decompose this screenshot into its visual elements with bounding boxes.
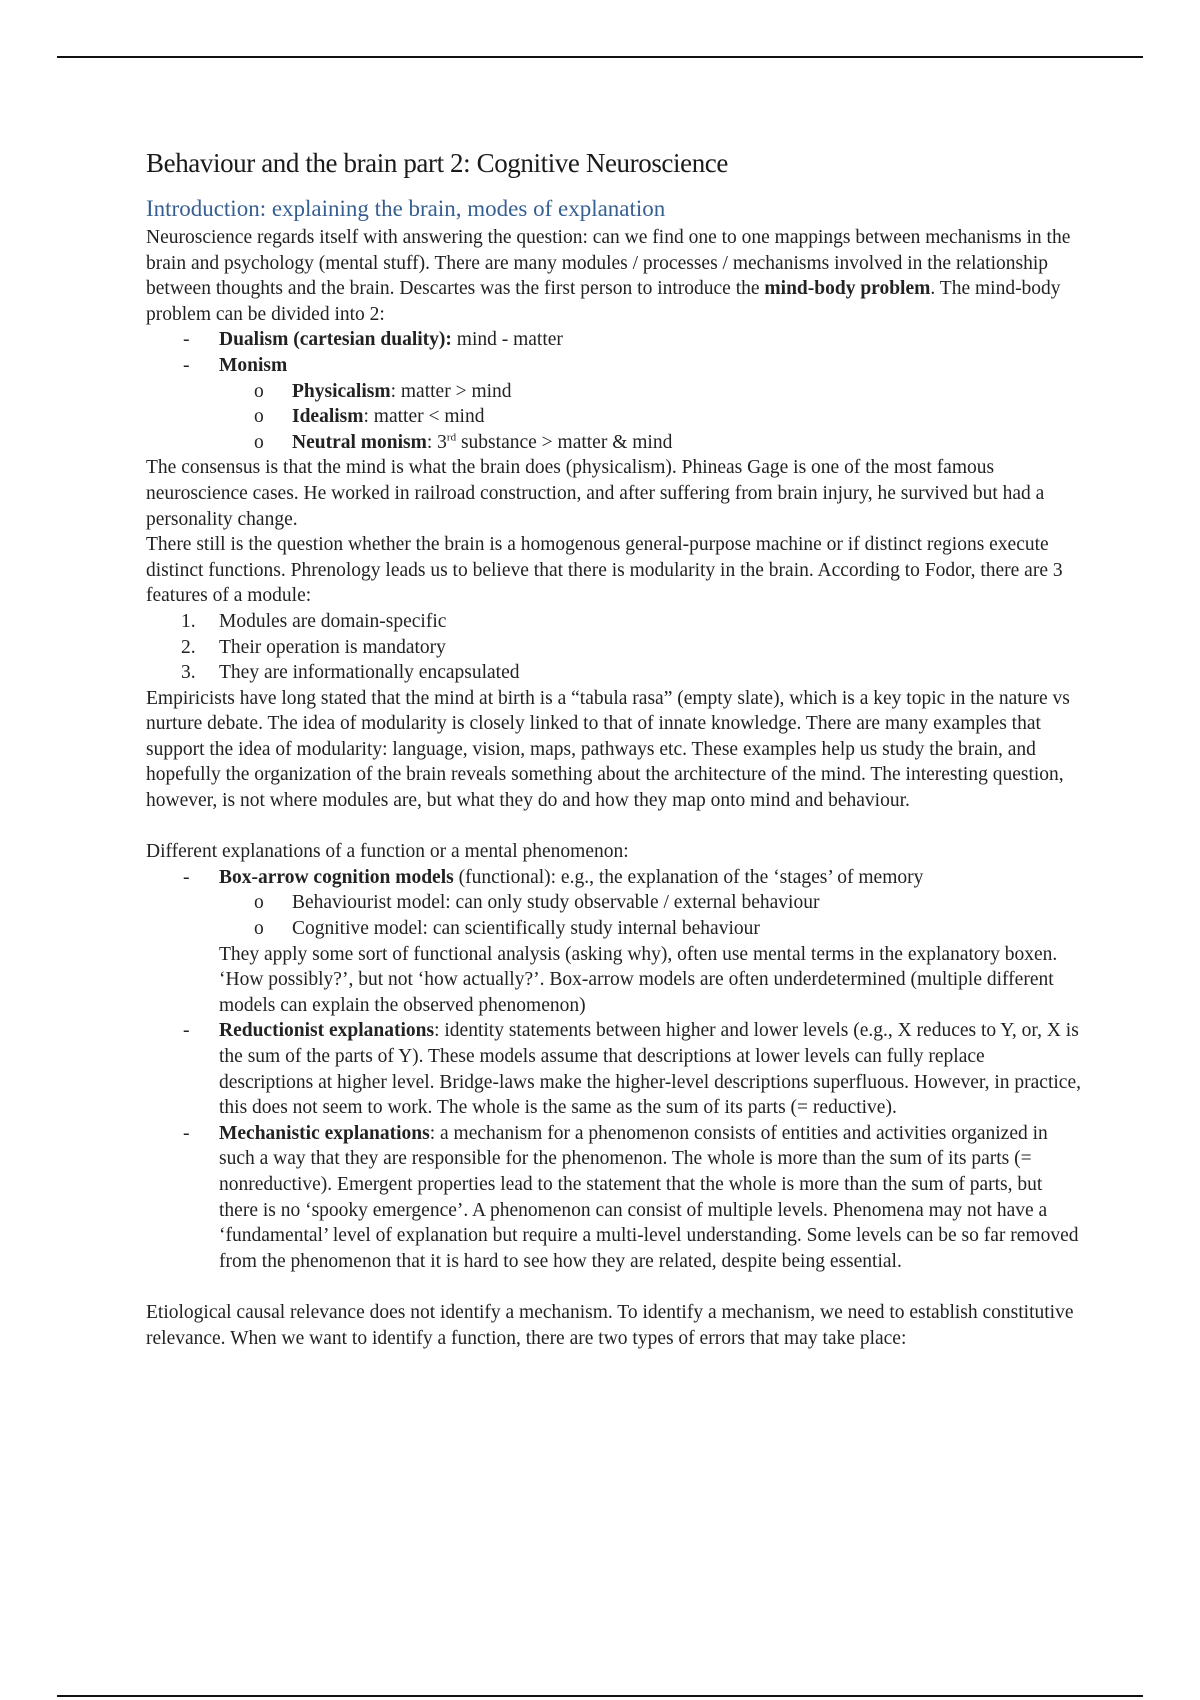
explanations-list xyxy=(146,865,1081,891)
paragraph-gap xyxy=(146,1274,1081,1300)
module-features-list xyxy=(146,609,1081,686)
list-item: 3. They are informationally encapsulated xyxy=(181,662,520,684)
paragraph-gap xyxy=(146,814,1081,840)
monism-sublist xyxy=(146,379,1081,456)
intro-paragraph-3: There still is the question whether the brain is a homogenous general-purpose machine or if distinct regions execute distinct functions. Phrenology leads us to believe that there is modularity in the brain. According to Fodor, there are 3 features of a module: xyxy=(146,534,1063,607)
bottom-rule xyxy=(57,1695,1143,1697)
list-item: 1. Modules are domain-specific xyxy=(181,610,447,632)
list-item-physicalism: o Physicalism: matter > mind xyxy=(146,379,1081,405)
list-item-behaviourist: o Behaviourist model: can only study observable / external behaviour xyxy=(146,890,1081,916)
box-arrow-paragraph: They apply some sort of functional analysis (asking why), often use mental terms in the explanatory boxen. ‘How possibly?’, but not ‘how actually?’. Box-arrow models are often underdetermined (multiple different models can explain the observed phenomenon) xyxy=(219,943,1058,1016)
intro-paragraph-1: Neuroscience regards itself with answering the question: can we find one to one mappings between mechanisms in the brain and psychology (mental stuff). There are many modules / processes / mechanisms involved in the relationship between thoughts and the brain. Descartes was the first person to introduce the mind-body problem. The mind-body problem can be divided into 2: xyxy=(146,227,1071,325)
closing-paragraph: Etiological causal relevance does not identify a mechanism. To identify a mechanism, we need to establish constitutive relevance. When we want to identify a function, there are two types of errors that may take place: xyxy=(146,1301,1074,1349)
list-item-neutral-monism: o Neutral monism: 3rd substance > matter & mind xyxy=(146,430,1081,456)
intro-heading: Introduction: explaining the brain, modes of explanation xyxy=(146,196,666,221)
mind-body-list xyxy=(146,327,1081,378)
explanations-lead: Different explanations of a function or a mental phenomenon: xyxy=(146,841,629,863)
list-item-monism: - Monism xyxy=(146,353,1081,379)
list-item-mechanistic: - Mechanistic explanations: a mechanism for a phenomenon consists of entities and activities organized in such a way that they are responsible for the phenomenon. The whole is more than the sum of its parts (= nonreductive). Emergent properties lead to the statement that the whole is more than the sum of parts, but there is no ‘spooky emergence’. A phenomenon can consist of multiple levels. Phenomena may not have a ‘fundamental’ level of explanation but require a multi-level understanding. Some levels can be so far removed from the phenomenon that it is hard to see how they are related, despite being essential. xyxy=(146,1121,1081,1275)
document-title: Behaviour and the brain part 2: Cognitive Neuroscience xyxy=(146,148,728,178)
list-item-dualism: - Dualism (cartesian duality): mind - matter xyxy=(146,327,1081,353)
list-item-box-arrow: - Box-arrow cognition models (functional): e.g., the explanation of the ‘stages’ of memory xyxy=(146,865,1081,891)
box-arrow-sublist xyxy=(146,890,1081,941)
list-item-idealism: o Idealism: matter < mind xyxy=(146,404,1081,430)
intro-paragraph-4: Empiricists have long stated that the mind at birth is a “tabula rasa” (empty slate), which is a key topic in the nature vs nurture debate. The idea of modularity is closely linked to that of innate knowledge. There are many examples that support the idea of modularity: language, vision, maps, pathways etc. These examples help us study the brain, and hopefully the organization of the brain reveals something about the architecture of the mind. The interesting question, however, is not where modules are, but what they do and how they map onto mind and behaviour. xyxy=(146,687,1070,812)
list-item: 2. Their operation is mandatory xyxy=(181,636,446,658)
list-item-reductionist: - Reductionist explanations: identity statements between higher and lower levels (e.g., X reduces to Y, or, X is the sum of the parts of Y). These models assume that descriptions at lower levels can fully replace descriptions at higher level. Bridge-laws make the higher-level descriptions superfluous. However, in practice, this does not seem to work. The whole is the same as the sum of its parts (= reductive). xyxy=(146,1018,1081,1120)
document-page xyxy=(146,145,1081,1351)
explanations-list-continued xyxy=(146,1018,1081,1274)
intro-paragraph-2: The consensus is that the mind is what the brain does (physicalism). Phineas Gage is one of the most famous neuroscience cases. He worked in railroad construction, and after suffering from brain injury, he survived but had a personality change. xyxy=(146,457,1045,530)
top-rule xyxy=(57,56,1143,58)
list-item-cognitive: o Cognitive model: can scientifically study internal behaviour xyxy=(146,916,1081,942)
